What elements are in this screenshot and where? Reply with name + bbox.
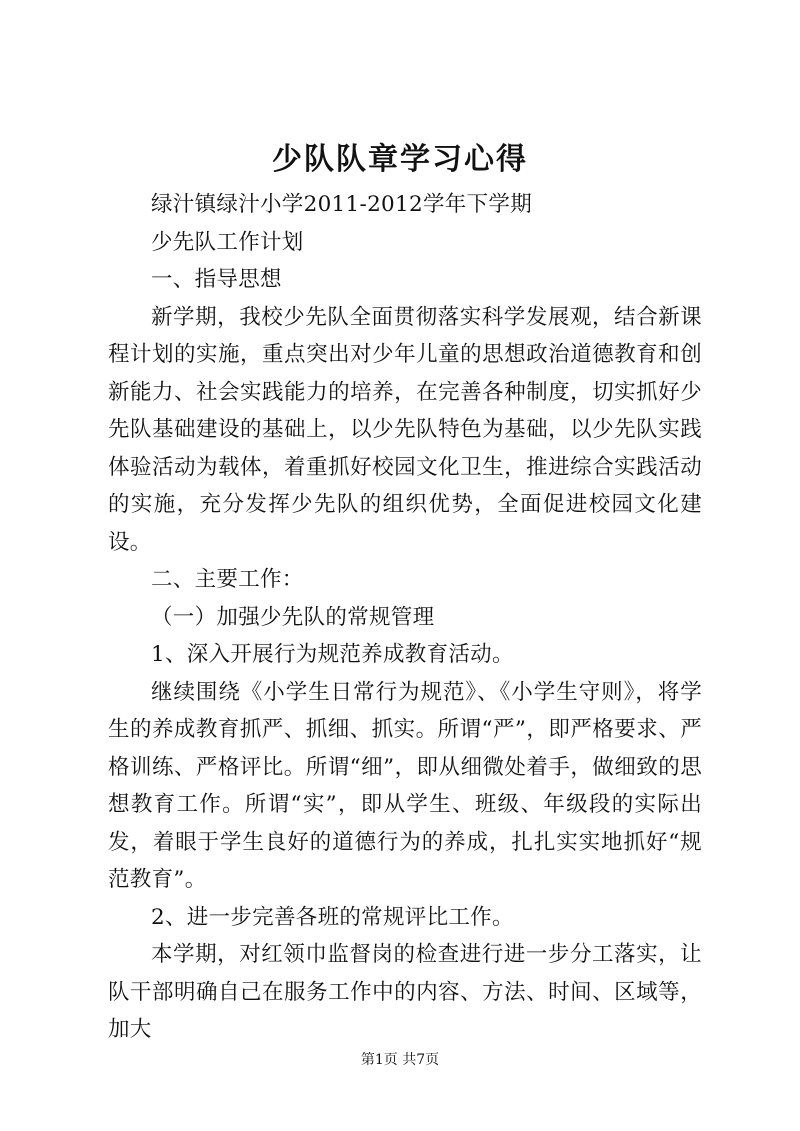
heading-main-work: 二、主要工作： — [151, 567, 304, 592]
paragraph-behavior-education: 继续围绕《小学生日常行为规范》、《小学生守则》，将学生的养成教育抓严、抓细、抓实。所谓“严”，即严格要求、严格训练、严格评比。所谓“细”，即从细微处着手，做细致的思想教育工作。所谓“实”，即从学生、班级、年级段的实际出发，着眼于学生良好的道德行为的养成，扎扎实实地抓好“规范教育”。 — [108, 679, 702, 892]
paragraph-class-evaluation: 本学期，对红领巾监督岗的检查进行进一步分工落实，让队干部明确自己在服务工作中的内容、方法、时间、区域等，加大 — [108, 942, 702, 1042]
item-class-evaluation: 2、进一步完善各班的常规评比工作。 — [151, 904, 514, 930]
document-title: 少队队章学习心得 — [272, 142, 528, 177]
document-body — [108, 186, 702, 1049]
page-indicator: 第1页 共7页 — [360, 1052, 440, 1068]
paragraph-plan-title: 少先队工作计划 — [151, 229, 304, 255]
item-behavior-education: 1、深入开展行为规范养成教育活动。 — [151, 642, 514, 667]
paragraph-guiding-thought: 新学期，我校少先队全面贯彻落实科学发展观，结合新课程计划的实施，重点突出对少年儿童的思想政治道德教育和创新能力、社会实践能力的培养，在完善各种制度，切实抓好少先队基础建设的基础上，以少先队特色为基础，以少先队实践体验活动为载体，着重抓好校园文化卫生，推进综合实践活动的实施，充分发挥少先队的组织优势，全面促进校园文化建设。 — [108, 304, 702, 555]
subheading-routine-management: （一）加强少先队的常规管理 — [151, 604, 435, 630]
paragraph-school-term: 绿汁镇绿汁小学2011-2012学年下学期 — [151, 192, 532, 217]
heading-guiding-thought: 一、指导思想 — [151, 267, 282, 292]
